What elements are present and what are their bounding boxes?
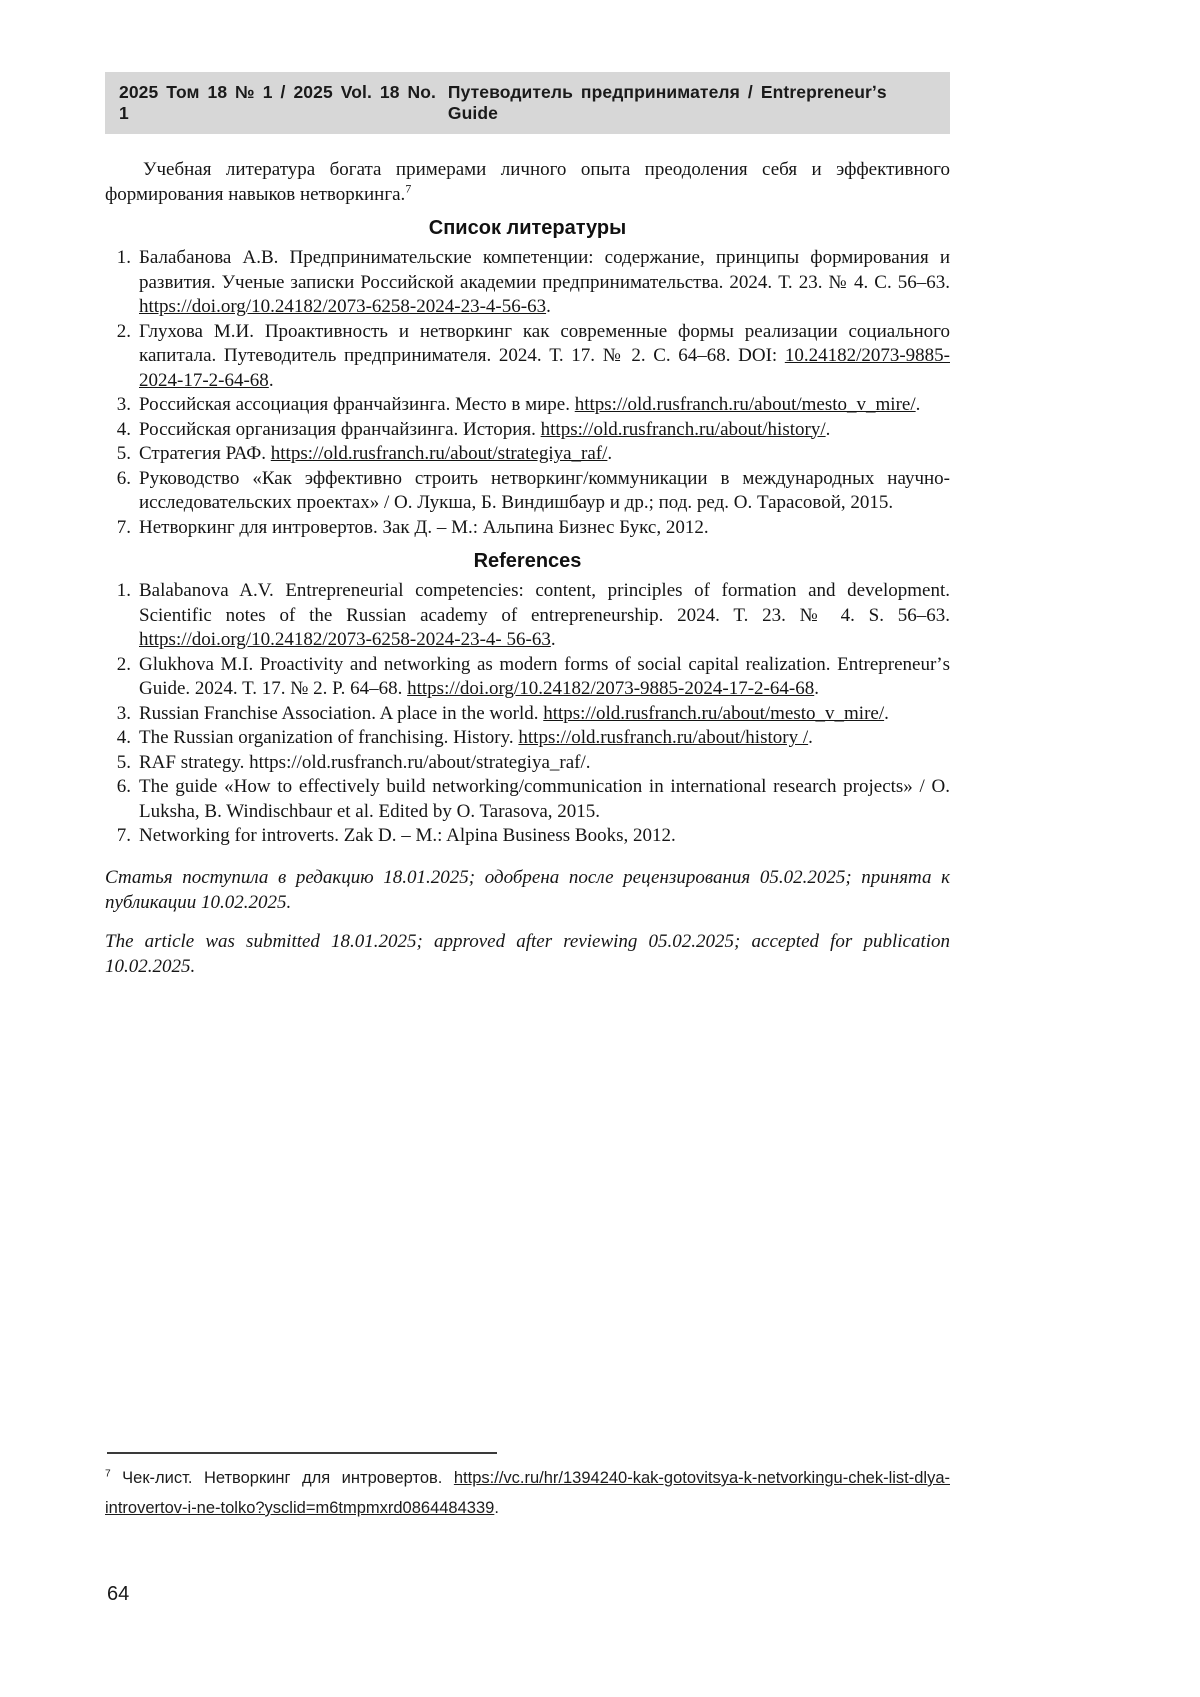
reference-text bbox=[139, 702, 950, 727]
journal-title: Путеводитель предпринимателя / Entrepreneurʼs Guide bbox=[447, 82, 887, 123]
reference-text bbox=[139, 653, 950, 702]
reference-text bbox=[139, 579, 950, 653]
item-number: 7. bbox=[116, 516, 131, 538]
item-number: 6. bbox=[116, 467, 131, 489]
text-run: Нетворкинг для интровертов. Зак Д. – М.: Альпина Бизнес Букс, 2012. bbox=[139, 516, 709, 538]
text-run: Глухова М.И. Проактивность и нетворкинг как современные формы реализации социального капитала. Путеводитель предпринимателя. 2024. Т. 17. № 2. С. 64–68. DOI: bbox=[139, 320, 950, 366]
text-run: The Russian organization of franchising. History. bbox=[139, 727, 519, 748]
running-header bbox=[105, 72, 950, 134]
item-number: 4. bbox=[116, 727, 131, 748]
reference-item bbox=[105, 320, 950, 394]
issue-info: 2025 Том 18 № 1 / 2025 Vol. 18 No. 1 bbox=[119, 82, 437, 123]
item-number: 2. bbox=[116, 653, 131, 675]
section-title-ru: Список литературы bbox=[428, 217, 627, 239]
item-number: 2. bbox=[116, 320, 131, 342]
reference-text bbox=[139, 467, 950, 516]
text-run: . bbox=[546, 296, 551, 317]
link[interactable]: https://old.rusfranch.ru/about/mesto_v_mire/ bbox=[574, 394, 916, 415]
footnote-marker: 7 bbox=[105, 1468, 111, 1480]
reference-item bbox=[105, 516, 950, 541]
text-run: Руководство «Как эффективно строить нетворкинг/коммуникации в международных научно-исследовательских проектах» / О. Лукша, Б. Виндишбаур и др.; под. ред. О. Тарасовой, 2015. bbox=[139, 467, 950, 513]
reference-item bbox=[105, 824, 950, 849]
item-number: 5. bbox=[116, 751, 131, 773]
reference-item bbox=[105, 579, 950, 653]
text-run: . bbox=[550, 629, 556, 650]
reference-item bbox=[105, 246, 950, 320]
item-number: 3. bbox=[116, 702, 131, 724]
footnote-area bbox=[105, 1452, 950, 1523]
text-run: . bbox=[808, 727, 813, 748]
reference-text bbox=[139, 751, 950, 776]
link[interactable]: https://old.rusfranch.ru/about/mesto_v_mire/ bbox=[543, 702, 885, 724]
section-title-en: References bbox=[473, 550, 582, 572]
reference-item bbox=[105, 702, 950, 727]
reference-item bbox=[105, 393, 950, 418]
reference-text bbox=[139, 516, 950, 541]
text-run: . bbox=[494, 1499, 499, 1517]
footnote-text bbox=[105, 1463, 950, 1523]
text-run: Российская организация франчайзинга. История. bbox=[139, 418, 541, 440]
reference-text bbox=[139, 775, 950, 824]
text-run: . bbox=[268, 369, 274, 391]
item-number: 1. bbox=[116, 580, 131, 601]
footnote-rule bbox=[107, 1452, 497, 1454]
references-list-ru bbox=[105, 246, 950, 540]
reference-item bbox=[105, 726, 950, 751]
submission-dates-en: The article was submitted 18.01.2025; approved after reviewing 05.02.2025; accepted for publication 10.02.2025. bbox=[105, 930, 950, 977]
reference-item bbox=[105, 418, 950, 443]
footnote-marker: 7 bbox=[405, 182, 412, 196]
reference-text bbox=[139, 442, 950, 467]
text-run: Networking for introverts. Zak D. – M.: Alpina Business Books, 2012. bbox=[139, 825, 676, 846]
reference-text bbox=[139, 824, 950, 849]
text-run: Стратегия РАФ. bbox=[139, 443, 271, 464]
link[interactable]: https://doi.org/10.24182/2073-6258-2024-23-4-56-63 bbox=[139, 296, 547, 317]
item-number: 6. bbox=[116, 776, 131, 797]
text-column bbox=[105, 72, 950, 979]
text-run: Чек-лист. Нетворкинг для интровертов. bbox=[110, 1469, 454, 1487]
reference-text bbox=[139, 246, 950, 320]
reference-item bbox=[105, 442, 950, 467]
references-list-en bbox=[105, 579, 950, 849]
link[interactable]: https://vc.ru/hr/1394240-kak-gotovitsya-k-netvorkingu-chek-list-dlya-introvertov-i-ne-tolko?ysclid=m6tmpmxrd0864484339 bbox=[105, 1469, 950, 1517]
item-number: 1. bbox=[116, 247, 131, 268]
text-run: Учебная литература богата примерами личного опыта преодоления себя и эффективного формирования навыков нетворкинга. bbox=[105, 159, 950, 205]
reference-text bbox=[139, 393, 950, 418]
text-run: Balabanova A.V. Entrepreneurial competencies: content, principles of formation and development. Scientific notes of the Russian academy of entrepreneurship. 2024. T. 23. № 4. S. 56–63. bbox=[139, 580, 950, 626]
text-run: The guide «How to effectively build networking/communication in international research projects» / O. Luksha, B. Windischbaur et al. Edited by O. Tarasova, 2015. bbox=[139, 776, 950, 822]
intro-paragraph bbox=[105, 158, 950, 207]
link[interactable]: https://doi.org/10.24182/2073-9885-2024-17-2-64-68 bbox=[407, 678, 815, 699]
reference-item bbox=[105, 775, 950, 824]
link[interactable]: 10.24182/2073-9885-2024-17-2-64-68 bbox=[139, 345, 950, 391]
item-number: 5. bbox=[116, 443, 131, 464]
reference-item bbox=[105, 653, 950, 702]
text-run: Glukhova M.I. Proactivity and networking as modern forms of social capital realization. Entrepreneurʼs Guide. 2024. T. 17. № 2. P. 64–68. bbox=[139, 653, 950, 699]
text-run: . bbox=[884, 702, 889, 724]
item-number: 3. bbox=[116, 394, 131, 415]
text-run: Балабанова А.В. Предпринимательские компетенции: содержание, принципы формирования и развития. Ученые записки Российской академии предпринимательства. 2024. Т. 23. № 4. С. 56–63. bbox=[139, 247, 950, 293]
text-run: RAF strategy. https://old.rusfranch.ru/about/strategiya_raf/. bbox=[139, 751, 591, 773]
submission-dates-ru: Статья поступила в редакцию 18.01.2025; одобрена после рецензирования 05.02.2025; принята к публикации 10.02.2025. bbox=[105, 866, 950, 913]
reference-text bbox=[139, 418, 950, 443]
page-number: 64 bbox=[107, 1583, 130, 1605]
item-number: 4. bbox=[116, 418, 131, 440]
item-number: 7. bbox=[116, 825, 131, 846]
reference-text bbox=[139, 726, 950, 751]
reference-text bbox=[139, 320, 950, 394]
link[interactable]: https://old.rusfranch.ru/about/strategiya_raf/ bbox=[270, 443, 608, 464]
reference-item bbox=[105, 751, 950, 776]
text-run: . bbox=[915, 394, 921, 415]
text-run: . bbox=[607, 443, 613, 464]
text-run: Российская ассоциация франчайзинга. Место в мире. bbox=[139, 394, 575, 415]
text-run: . bbox=[814, 678, 819, 699]
link[interactable]: https://doi.org/10.24182/2073-6258-2024-23-4- 56-63 bbox=[139, 629, 551, 650]
link[interactable]: https://old.rusfranch.ru/about/history/ bbox=[540, 418, 826, 440]
reference-item bbox=[105, 467, 950, 516]
text-run: . bbox=[825, 418, 831, 440]
link[interactable]: https://old.rusfranch.ru/about/history / bbox=[518, 727, 809, 748]
text-run: Russian Franchise Association. A place in the world. bbox=[139, 702, 544, 724]
